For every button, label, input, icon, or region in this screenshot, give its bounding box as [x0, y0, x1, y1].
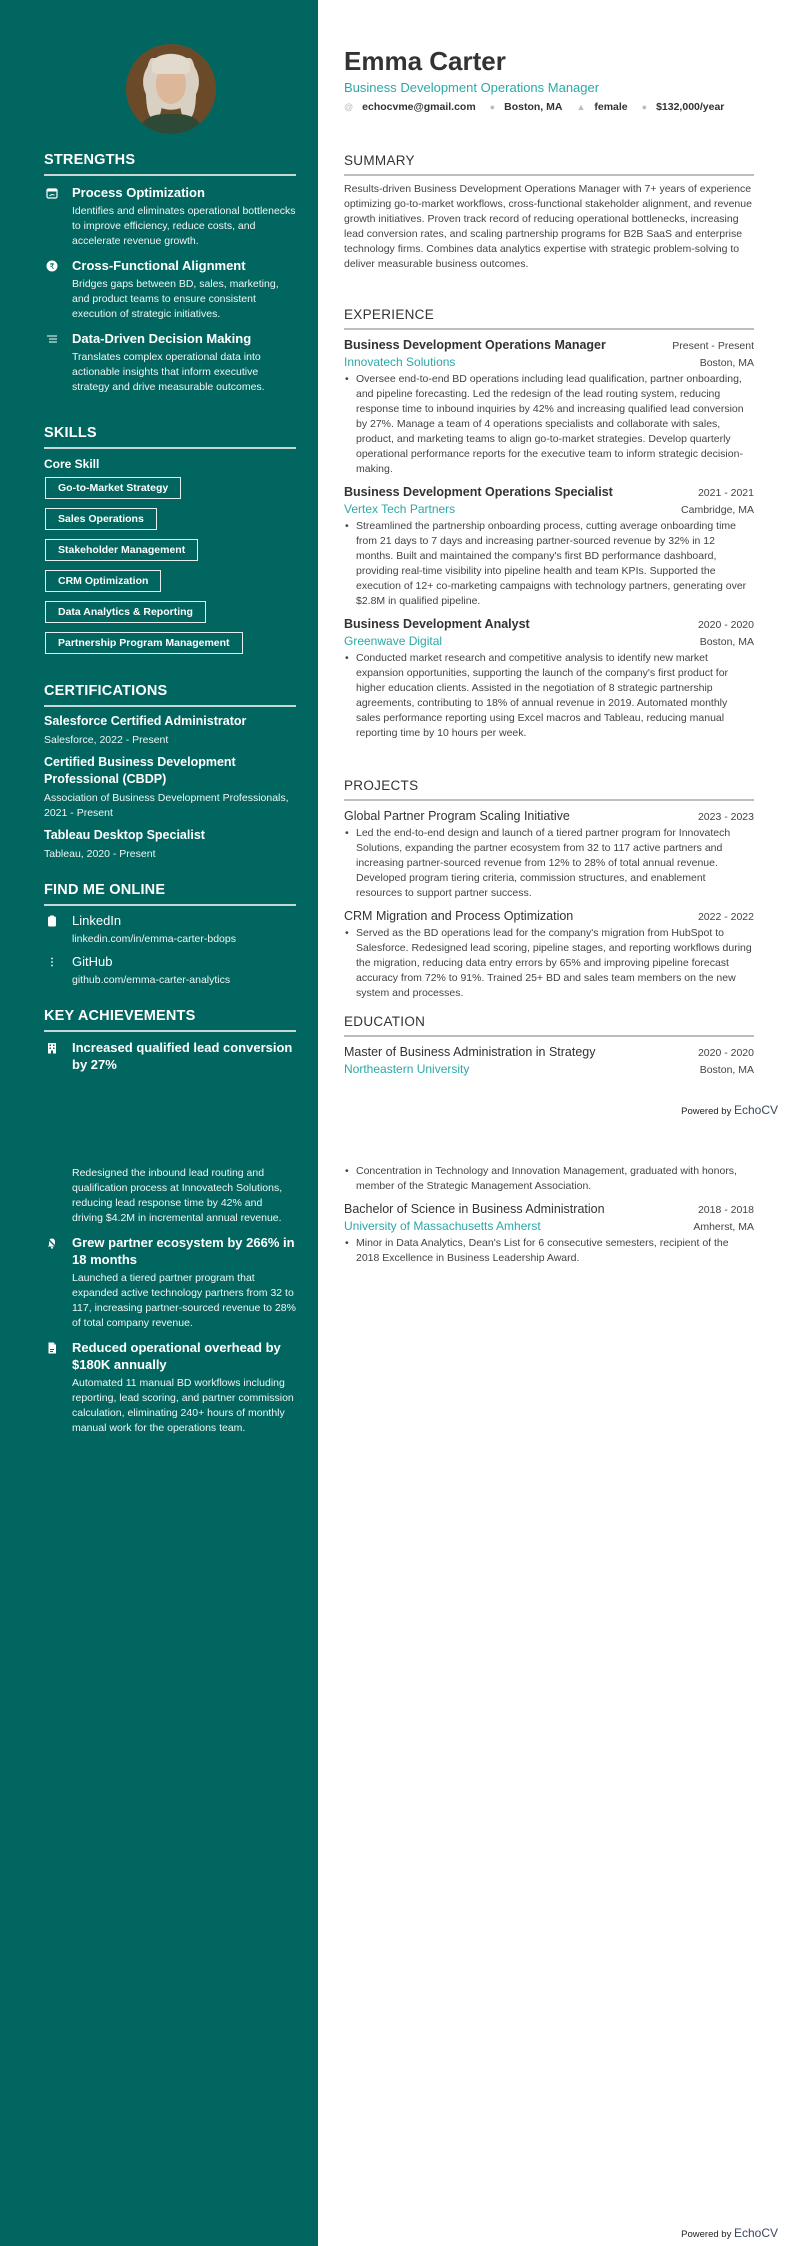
contact-gender: female — [594, 101, 628, 113]
certification-meta: Salesforce, 2022 - Present — [44, 734, 169, 746]
job-location: Boston, MA — [699, 357, 754, 369]
avatar — [126, 44, 216, 134]
strength-item — [44, 330, 296, 395]
strength-title: Data-Driven Decision Making — [72, 331, 252, 346]
certification-item — [44, 754, 296, 821]
job-date: 2021 - 2021 — [697, 487, 754, 499]
school-name: University of Massachusetts Amherst — [344, 1219, 541, 1233]
skill-tag: Sales Operations — [45, 508, 157, 530]
candidate-title: Business Development Operations Manager — [344, 80, 600, 95]
strength-title: Process Optimization — [72, 185, 205, 200]
project-item — [344, 909, 754, 1001]
strengths-section — [44, 152, 296, 395]
job-title: Business Development Operations Manager — [344, 338, 606, 352]
candidate-name: Emma Carter — [344, 46, 506, 76]
strength-item — [44, 184, 296, 249]
clipboard-icon — [46, 915, 58, 927]
achievement-item — [44, 1166, 296, 1226]
skill-tag: Partnership Program Management — [45, 632, 243, 654]
achievements-continued — [44, 1166, 296, 1436]
skill-tag: Stakeholder Management — [45, 539, 198, 561]
online-url[interactable]: linkedin.com/in/emma-carter-bdops — [72, 933, 236, 945]
degree-title: Bachelor of Science in Business Administration — [344, 1202, 605, 1216]
certification-name: Salesforce Certified Administrator — [44, 714, 247, 728]
online-url[interactable]: github.com/emma-carter-analytics — [72, 974, 231, 986]
strength-item — [44, 257, 296, 322]
project-title: Global Partner Program Scaling Initiative — [344, 809, 570, 823]
location-pin-icon: ● — [489, 102, 496, 112]
brand-logo[interactable]: EchoCV — [733, 1103, 778, 1117]
project-title: CRM Migration and Process Optimization — [344, 909, 574, 923]
main-content — [318, 0, 794, 2246]
projects-section — [344, 778, 754, 1001]
section-title: EXPERIENCE — [344, 307, 754, 330]
online-label: GitHub — [72, 954, 113, 969]
degree-title: Master of Business Administration in Strategy — [344, 1045, 596, 1059]
job-title: Business Development Analyst — [344, 617, 530, 631]
education-section — [344, 1014, 754, 1076]
powered-by-footer — [681, 1103, 778, 1117]
education-item — [344, 1202, 754, 1266]
certifications-section — [44, 683, 296, 862]
company-name: Vertex Tech Partners — [344, 502, 456, 516]
company-name: Innovatech Solutions — [344, 355, 456, 369]
summary-text: Results-driven Business Development Operations Manager with 7+ years of experience optimizing go-to-market workflows, cross-functional stakeholder alignment, and revenue growth initiatives. Proven track record of reducing operational bottlenecks, increasing lead conversion rates, and scaling partnership programs for B2B SaaS and enterprise technology firms. Combines data analytics expertise with strategic problem-solving to deliver measurable business outcomes. — [344, 183, 752, 270]
company-name: Greenwave Digital — [344, 634, 443, 648]
certification-meta: Association of Business Development Professionals, 2021 - Present — [44, 792, 289, 819]
at-icon: @ — [344, 102, 354, 112]
vertical-dots-icon — [46, 956, 58, 968]
svg-text:₹: ₹ — [49, 262, 55, 271]
section-title: KEY ACHIEVEMENTS — [44, 1008, 296, 1032]
section-title: STRENGTHS — [44, 152, 296, 176]
rupee-coin-icon — [46, 260, 58, 272]
avatar-hair — [152, 54, 190, 74]
achievement-item — [44, 1339, 296, 1436]
school-location: Amherst, MA — [693, 1221, 754, 1233]
section-title: SUMMARY — [344, 153, 754, 176]
education-bullet: • Concentration in Technology and Innovation Management, graduated with honors, member of the Strategic Management Association. — [344, 1164, 754, 1194]
certification-item — [44, 713, 296, 748]
contact-email[interactable]: echocvme@gmail.com — [362, 101, 476, 113]
online-item-github[interactable] — [44, 953, 296, 988]
project-date: 2022 - 2022 — [697, 911, 754, 923]
certification-name: Certified Business Development Professional (CBDP) — [44, 755, 236, 786]
skill-tag: CRM Optimization — [45, 570, 161, 592]
project-bullet: • Served as the BD operations lead for the company's migration from HubSpot to Salesforce. Redesigned lead scoring, pipeline stages, and reporting workflows during the migration, reducing data entry errors by 65% and improving pipeline forecast accuracy from 72% to 91%. Trained 25+ BD and sales team members on the new system and processes. — [344, 926, 754, 1001]
job-location: Cambridge, MA — [681, 504, 754, 516]
online-item-linkedin[interactable] — [44, 912, 296, 947]
experience-section — [344, 307, 754, 741]
strength-desc: Translates complex operational data into actionable insights that inform executive strategy and drive measurable outcomes. — [72, 351, 265, 393]
achievement-title: Increased qualified lead conversion by 27% — [72, 1040, 293, 1072]
powered-by-footer — [681, 2226, 778, 2240]
achievement-item — [44, 1234, 296, 1331]
building-icon — [46, 1042, 58, 1054]
school-name: Northeastern University — [344, 1062, 470, 1076]
job-title: Business Development Operations Specialist — [344, 485, 613, 499]
lines-icon — [46, 333, 58, 345]
achievement-desc: Launched a tiered partner program that expanded active technology partners from 32 to 117, increasing partner-sourced revenue to 28% of total company revenue. — [72, 1272, 296, 1329]
section-title: CERTIFICATIONS — [44, 683, 296, 707]
section-title: PROJECTS — [344, 778, 754, 801]
document-icon — [46, 1342, 58, 1354]
skills-section — [44, 425, 296, 663]
summary-section — [344, 153, 754, 272]
salary-icon: ● — [641, 102, 648, 112]
experience-item — [344, 485, 754, 609]
achievement-desc: Redesigned the inbound lead routing and qualification process at Innovatech Solutions, reducing lead response time by 42% and driving $4.2M in incremental annual revenue. — [72, 1167, 283, 1224]
contact-bar — [344, 101, 738, 113]
section-title: EDUCATION — [344, 1014, 754, 1037]
skill-tag: Go-to-Market Strategy — [45, 477, 181, 499]
experience-item — [344, 617, 754, 741]
calendar-chart-icon — [46, 187, 58, 199]
skill-group-label: Core Skill — [44, 457, 100, 471]
sidebar — [0, 0, 318, 2246]
school-location: Boston, MA — [699, 1064, 754, 1076]
contact-location: Boston, MA — [504, 101, 563, 113]
achievement-title: Reduced operational overhead by $180K annually — [72, 1340, 281, 1372]
section-title: SKILLS — [44, 425, 296, 449]
project-date: 2023 - 2023 — [697, 811, 754, 823]
bell-off-icon — [46, 1237, 58, 1249]
brand-logo[interactable]: EchoCV — [733, 2226, 778, 2240]
project-item — [344, 809, 754, 901]
job-location: Boston, MA — [699, 636, 754, 648]
contact-salary: $132,000/year — [656, 101, 725, 113]
job-bullet: • Streamlined the partnership onboarding process, cutting average onboarding time from 21 days to 7 days and increasing partner-sourced revenue by 32% in 12 months. Built and maintained the company's first BD performance dashboard, providing real-time visibility into pipeline health and team KPIs. Supported the execution of 12+ co-marketing campaigns with technology partners, generating over $2.8M in qualified pipeline. — [344, 519, 754, 609]
achievement-title: Grew partner ecosystem by 266% in 18 months — [72, 1235, 295, 1267]
powered-by-label: Powered by — [681, 2229, 732, 2240]
education-bullet: • Minor in Data Analytics, Dean's List for 6 consecutive semesters, recipient of the 2018 Excellence in Business Leadership Award. — [344, 1236, 754, 1266]
certification-name: Tableau Desktop Specialist — [44, 828, 205, 842]
certification-meta: Tableau, 2020 - Present — [44, 848, 156, 860]
person-icon: ▲ — [576, 102, 586, 112]
job-date: 2020 - 2020 — [697, 619, 754, 631]
certification-item — [44, 827, 296, 862]
experience-item — [344, 338, 754, 477]
achievement-desc: Automated 11 manual BD workflows including reporting, lead scoring, and partner commission calculation, eliminating 240+ hours of monthly manual work for the operations team. — [72, 1377, 294, 1434]
education-date: 2018 - 2018 — [697, 1204, 754, 1216]
strength-desc: Identifies and eliminates operational bottlenecks to improve efficiency, reduce costs, and accelerate revenue growth. — [72, 205, 296, 247]
online-section — [44, 882, 296, 988]
section-title: FIND ME ONLINE — [44, 882, 296, 906]
strength-title: Cross-Functional Alignment — [72, 258, 246, 273]
job-bullet: • Conducted market research and competitive analysis to identify new market expansion opportunities, supporting the launch of the company's first product for higher education clients. Assisted in the negotiation of 8 strategic partnership agreements, contributing to 18% of annual revenue in 2019. Automated monthly sales performance reporting using Excel macros and Tableau, reducing manual reporting time by 10 hours per week. — [344, 651, 754, 741]
education-date: 2020 - 2020 — [697, 1047, 754, 1059]
online-label: LinkedIn — [72, 913, 122, 928]
job-bullet: • Oversee end-to-end BD operations including lead qualification, partner onboarding, and pipeline forecasting. Led the redesign of the lead routing system, reducing response time to inbound inquiries by 42% and increasing qualified lead conversion by 27%. Manage a team of 4 operations specialists and collaborate with sales, product, and marketing teams to align go-to-market strategies. Develop quarterly operational performance reports for the executive team to inform strategic decision-making. — [344, 372, 754, 477]
achievement-item — [44, 1039, 296, 1073]
skill-tag: Data Analytics & Reporting — [45, 601, 206, 623]
job-date: Present - Present — [672, 340, 754, 352]
education-continued — [344, 1164, 754, 1266]
achievements-section — [44, 1008, 296, 1073]
avatar-shirt — [142, 114, 200, 134]
project-bullet: • Led the end-to-end design and launch of a tiered partner program for Innovatech Solutions, expanding the partner ecosystem from 32 to 117 active partners and increasing partner-sourced revenue from 12% to 28% of total annual revenue. Developed program tiering criteria, commission structures, and enablement resources to support partner success. — [344, 826, 754, 901]
strength-desc: Bridges gaps between BD, sales, marketing, and product teams to ensure consistent execution of strategic initiatives. — [72, 278, 279, 320]
education-item — [344, 1045, 754, 1076]
powered-by-label: Powered by — [681, 1106, 732, 1117]
